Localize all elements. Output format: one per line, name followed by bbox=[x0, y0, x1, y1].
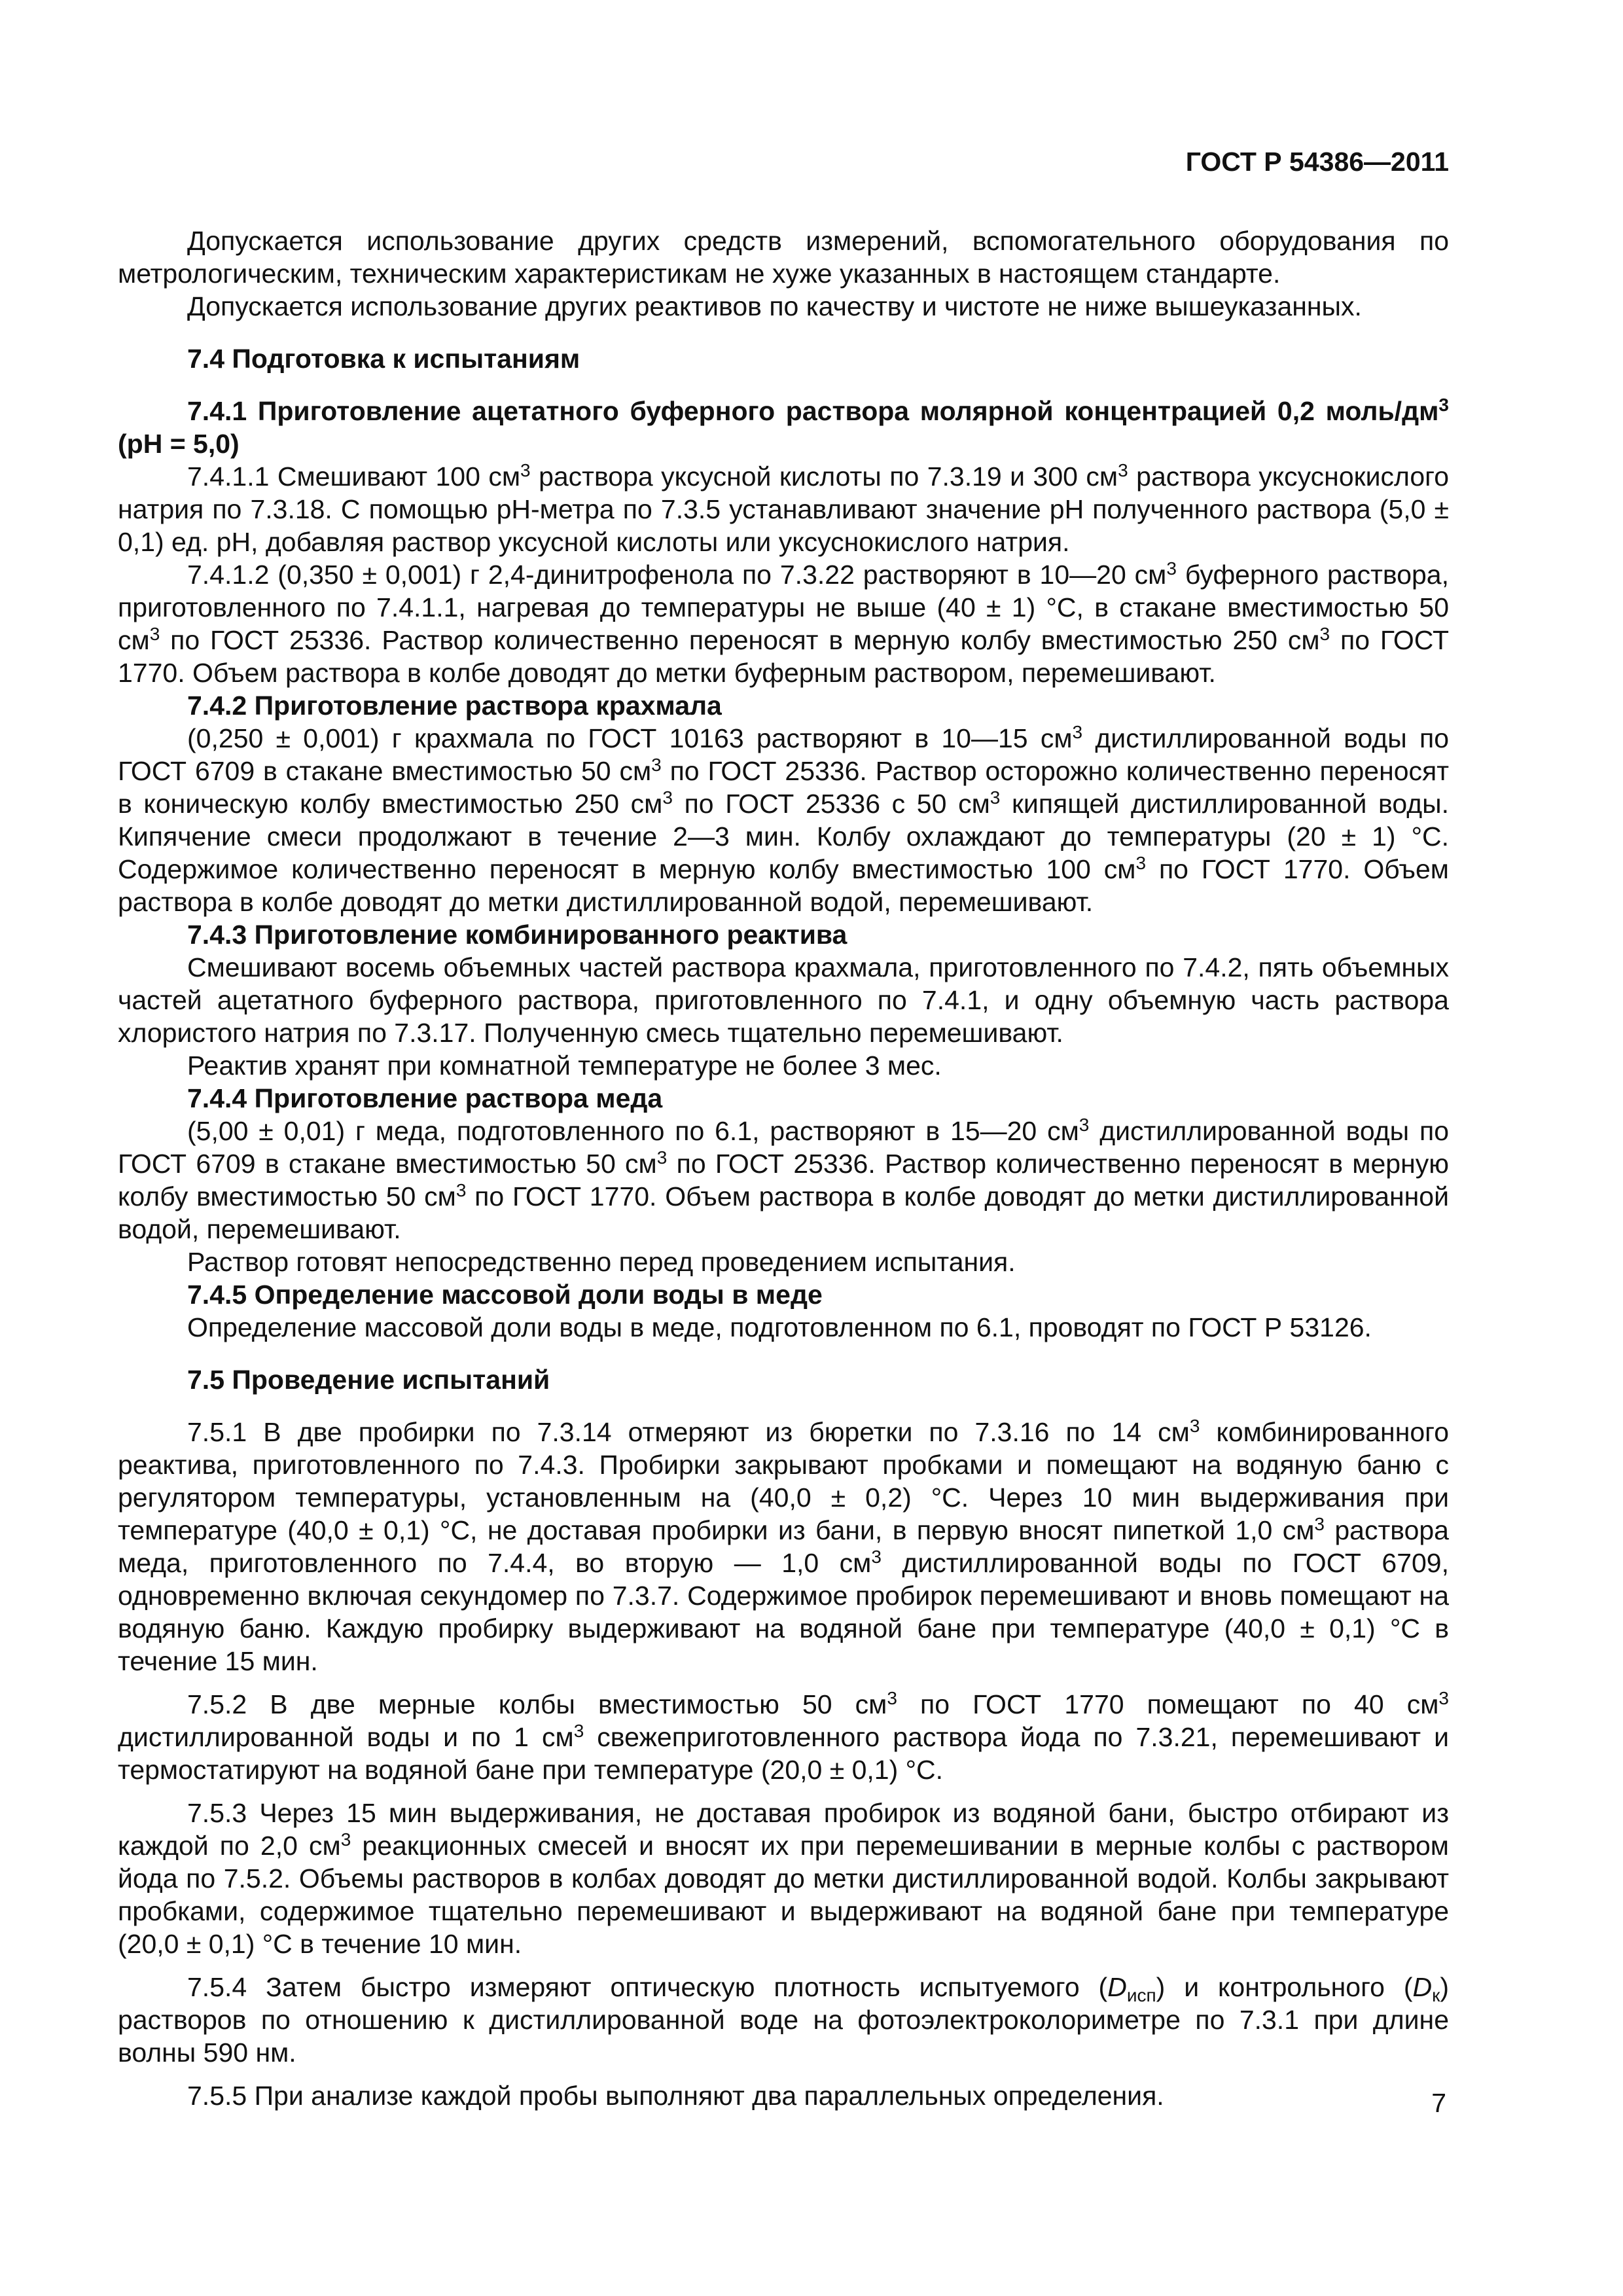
paragraph-7-5-3: 7.5.3 Через 15 мин выдерживания, не доставая пробирок из водяной бани, быстро отбирают из каждой по 2,0 $см^3$ реакционных смесей и вносят их при перемешивании в мерные колбы с раствором йода по 7.5.2. Объемы растворов в колбах доводят до метки дистиллированной водой. Колбы закрывают пробками, содержимое тщательно перемешивают и выдерживают на водяной бане при температуре (20,0 ± 0,1) °С в течение 10 мин. bbox=[118, 1798, 1449, 1959]
subsection-heading-7-4-5: 7.4.5 Определение массовой доли воды в меде bbox=[187, 1280, 823, 1310]
paragraph-7-4-4-note: Раствор готовят непосредственно перед проведением испытания. bbox=[187, 1247, 1016, 1277]
paragraph-allow-instruments: Допускается использование других средств измерений, вспомогательного оборудования по метрологическим, техническим характеристикам не хуже указанных в настоящем стандарте. bbox=[118, 226, 1449, 289]
paragraph-7-5-2: 7.5.2 В две мерные колбы вместимостью 50 $см^3$ по ГОСТ 1770 помещают по 40 $см^3$ дистиллированной воды и по 1 $см^3$ свежеприготовленного раствора йода по 7.3.21, перемешивают и термостатируют на водяной бане при температуре (20,0 ± 0,1) °С. bbox=[118, 1688, 1449, 1785]
paragraph-7-4-5: Определение массовой доли воды в меде, подготовленном по 6.1, проводят по ГОСТ Р 53126. bbox=[187, 1312, 1372, 1342]
paragraph-7-5-4: 7.5.4 Затем быстро измеряют оптическую плотность испытуемого $(D_{исп})$ и контрольного $(D_к)$ растворов по отношению к дистиллированной воде на фотоэлектроколориметре по 7.3.1 при длине волны 590 нм. bbox=[118, 1972, 1449, 2068]
document-body bbox=[118, 224, 1449, 2112]
paragraph-7-4-4: (5,00 ± 0,01) г меда, подготовленного по 6.1, растворяют в 15—20 $см^3$ дистиллированной воды по ГОСТ 6709 в стакане вместимостью 50 $см^3$ по ГОСТ 25336. Раствор количественно переносят в мерную колбу вместимостью 50 $см^3$ по ГОСТ 1770. Объем раствора в колбе доводят до метки дистиллированной водой, перемешивают. bbox=[118, 1115, 1450, 1244]
subsection-heading-7-4-3: 7.4.3 Приготовление комбинированного реактива bbox=[187, 920, 847, 950]
subsection-heading-7-4-2: 7.4.2 Приготовление раствора крахмала bbox=[187, 691, 722, 721]
paragraph-7-4-3: Смешивают восемь объемных частей раствора крахмала, приготовленного по 7.4.2, пять объемных частей ацетатного буферного раствора, приготовленного по 7.4.1, и одну объемную часть раствора хлористого натрия по 7.3.17. Полученную смесь тщательно перемешивают. bbox=[118, 952, 1449, 1048]
subsection-heading-7-4-1: 7.4.1 Приготовление ацетатного буферного раствора молярной концентрацией 0,2 моль/$дм^3$ (pH = 5,0) bbox=[118, 395, 1449, 459]
paragraph-7-5-5: 7.5.5 При анализе каждой пробы выполняют два параллельных определения. bbox=[187, 2081, 1164, 2111]
paragraph-7-5-1: 7.5.1 В две пробирки по 7.3.14 отмеряют из бюретки по 7.3.16 по 14 $см^3$ комбинированного реактива, приготовленного по 7.4.3. Пробирки закрывают пробками и помещают на водяную баню с регулятором температуры, установленным на (40,0 ± 0,2) °С. Через 10 мин выдерживания при температуре (40,0 ± 0,1) °С, не доставая пробирки из бани, в первую вносят пипеткой 1,0 $см^3$ раствора меда, приготовленного по 7.4.4, во вторую — 1,0 $см^3$ дистиллированной воды по ГОСТ 6709, одновременно включая секундомер по 7.3.7. Содержимое пробирок перемешивают и вновь помещают на водяную баню. Каждую пробирку выдерживают на водяной бане при температуре (40,0 ± 0,1) °С в течение 15 мин. bbox=[118, 1416, 1450, 1676]
subsection-heading-7-4-4: 7.4.4 Приготовление раствора меда bbox=[187, 1083, 663, 1113]
paragraph-allow-reagents: Допускается использование других реактивов по качеству и чистоте не ниже вышеуказанных. bbox=[187, 291, 1362, 321]
paragraph-7-4-2: (0,250 ± 0,001) г крахмала по ГОСТ 10163 растворяют в 10—15 $см^3$ дистиллированной воды по ГОСТ 6709 в стакане вместимостью 50 $см^3$ по ГОСТ 25336. Раствор осторожно количественно переносят в коническую колбу вместимостью 250 $см^3$ по ГОСТ 25336 с 50 $см^3$ кипящей дистиллированной воды. Кипячение смеси продолжают в течение 2—3 мин. Колбу охлаждают до температуры (20 ± 1) °С. Содержимое количественно переносят в мерную колбу вместимостью 100 $см^3$ по ГОСТ 1770. Объем раствора в колбе доводят до метки дистиллированной водой, перемешивают. bbox=[118, 722, 1449, 917]
paragraph-7-4-3-storage: Реактив хранят при комнатной температуре не более 3 мес. bbox=[187, 1050, 942, 1081]
page-number: 7 bbox=[1431, 2088, 1446, 2118]
document-header: ГОСТ Р 54386—2011 bbox=[1185, 147, 1449, 177]
section-heading-7-4: 7.4 Подготовка к испытаниям bbox=[187, 344, 580, 374]
section-heading-7-5: 7.5 Проведение испытаний bbox=[187, 1365, 550, 1395]
paragraph-7-4-1-2: 7.4.1.2 (0,350 ± 0,001) г 2,4-динитрофенола по 7.3.22 растворяют в 10—20 $см^3$ буферного раствора, приготовленного по 7.4.1.1, нагревая до температуры не выше (40 ± 1) °С, в стакане вместимостью 50 $см^3$ по ГОСТ 25336. Раствор количественно переносят в мерную колбу вместимостью 250 $см^3$ по ГОСТ 1770. Объем раствора в колбе доводят до метки буферным раствором, перемешивают. bbox=[118, 558, 1450, 688]
paragraph-7-4-1-1: 7.4.1.1 Смешивают 100 $см^3$ раствора уксусной кислоты по 7.3.19 и 300 $см^3$ раствора уксуснокислого натрия по 7.3.18. С помощью pH-метра по 7.3.5 устанавливают значение pH полученного раствора (5,0 ± 0,1) ед. pH, добавляя раствор уксусной кислоты или уксуснокислого натрия. bbox=[118, 460, 1450, 557]
